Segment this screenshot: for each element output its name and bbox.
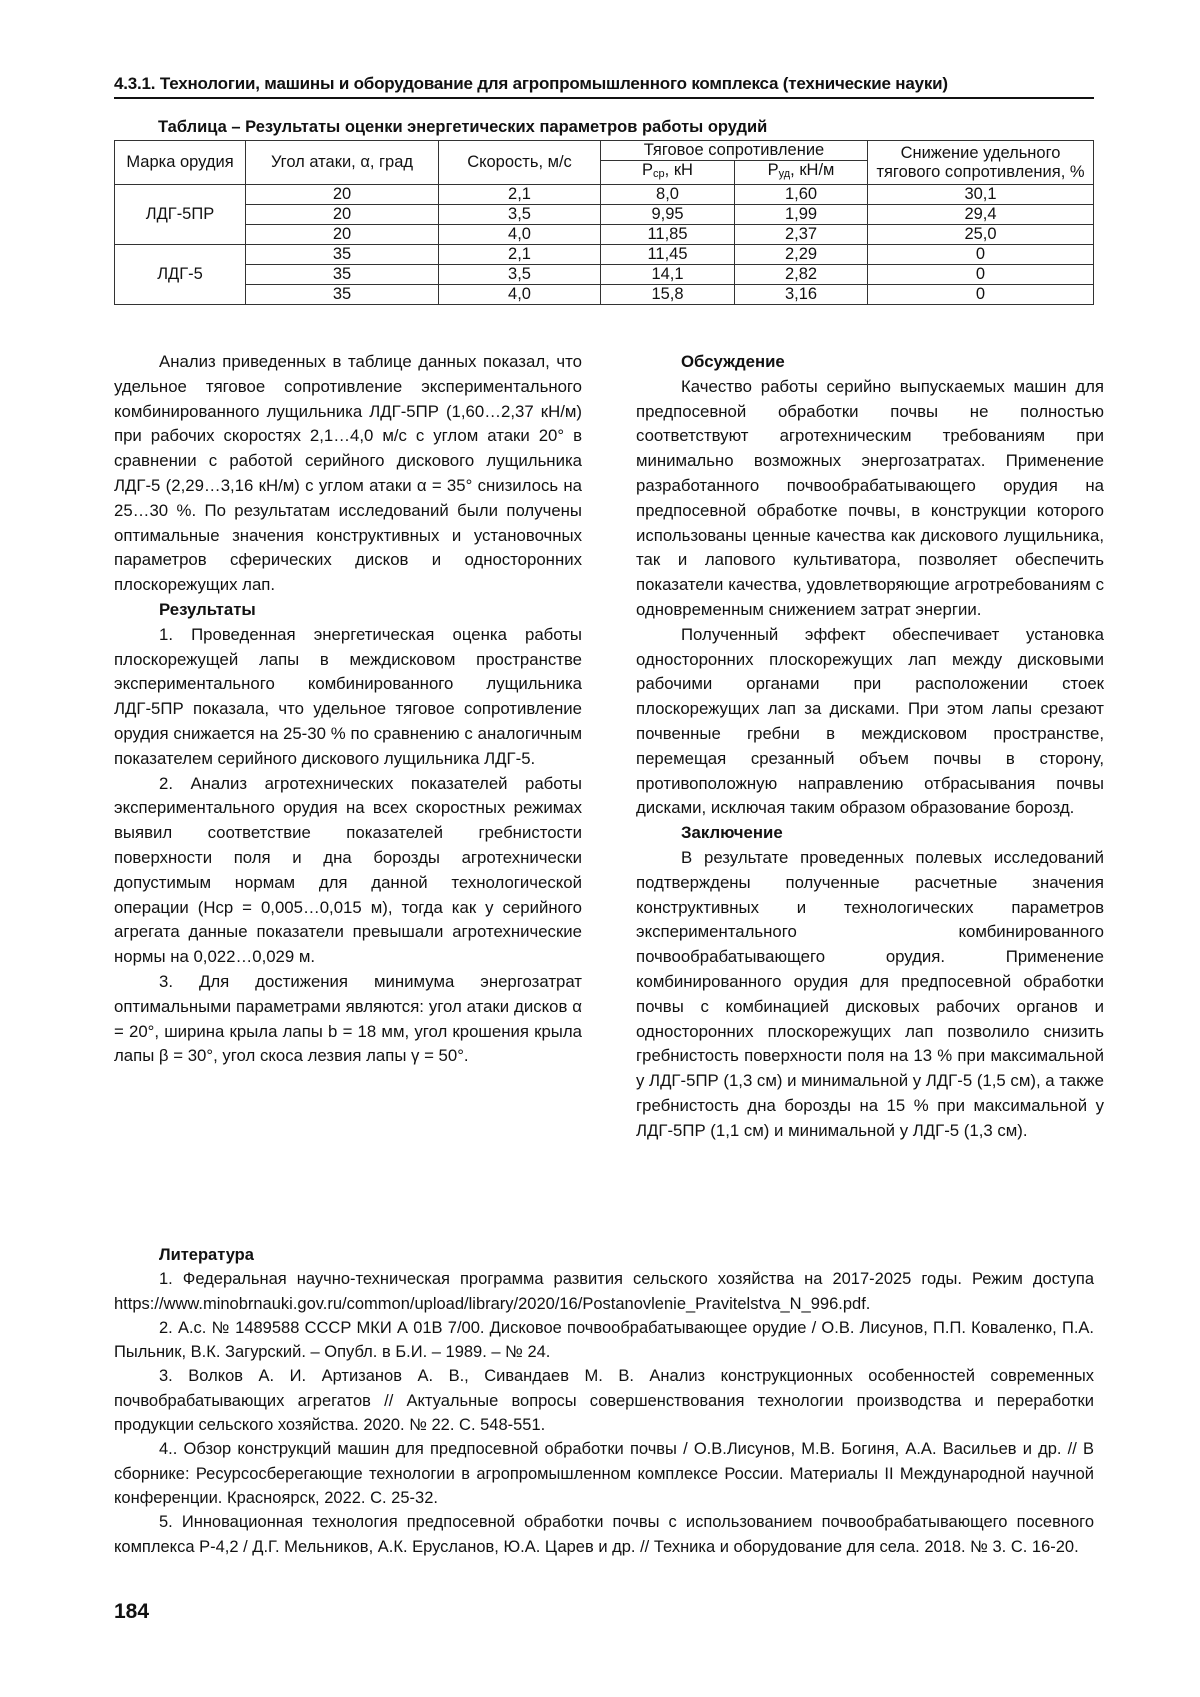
cell-p-sr: 9,95	[601, 205, 735, 225]
table-row	[115, 205, 1094, 225]
cell-speed: 3,5	[439, 265, 601, 285]
table-row	[115, 185, 1094, 205]
header-p-sr: $P_{ср}$, кН	[601, 161, 735, 185]
reference-item: 1. Федеральная научно-техническая программа развития сельского хозяйства на 2017-2025 годы. Режим доступа https://www.minobrnauki.gov.ru/common/upload/library/2020/16/Postanovlenie_Pravitelstva_N_996.pdf.	[114, 1270, 1094, 1313]
right-column	[636, 350, 1104, 1144]
header-brand: Марка орудия	[115, 141, 246, 185]
cell-p-ud: 1,99	[735, 205, 868, 225]
cell-p-ud: 2,29	[735, 245, 868, 265]
table-caption: Таблица – Результаты оценки энергетических параметров работы орудий	[158, 118, 768, 136]
references-heading: Литература	[159, 1246, 254, 1264]
cell-speed: 2,1	[439, 245, 601, 265]
header-traction-group: Тяговое сопротивление	[601, 141, 868, 161]
cell-speed: 3,5	[439, 205, 601, 225]
result-item: 2. Анализ агротехнических показателей работы экспериментального орудия на всех скоростных режимах выявил соответствие показателей гребнистости поверхности поля и дна борозды агротехнически допустимым нормам для данной технологической операции (Hср = 0,005…0,015 м), тогда как у серийного агрегата данные показатели превышали агротехнические нормы на 0,022…0,029 м.	[114, 773, 582, 967]
discussion-paragraph: Качество работы серийно выпускаемых машин для предпосевной обработки почвы не полностью соответствуют агротехническим требованиям при минимально возможных энергозатратах. Применение разработанного почвообрабатывающего орудия на предпосевной обработке почвы, в конструкции которого использованы ценные качества как дискового лущильника, так и лапового культиватора, позволяет обеспечить показатели качества, удовлетворяющие агротребованиям с одновременным снижением затрат энергии.	[636, 376, 1104, 619]
result-item: 3. Для достижения минимума энергозатрат оптимальными параметрами являются: угол атаки дисков α = 20°, ширина крыла лапы b = 18 мм, угол крошения крыла лапы β = 30°, угол скоса лезвия лапы γ = 50°.	[114, 971, 582, 1066]
cell-reduction: 0	[868, 285, 1094, 305]
page-number: 184	[114, 1600, 150, 1623]
cell-angle: 35	[246, 245, 439, 265]
conclusion-heading: Заключение	[681, 823, 783, 843]
cell-p-sr: 11,45	[601, 245, 735, 265]
cell-p-ud: 2,37	[735, 225, 868, 245]
cell-p-sr: 15,8	[601, 285, 735, 305]
table-row	[115, 265, 1094, 285]
results-heading: Результаты	[159, 599, 256, 619]
cell-reduction: 30,1	[868, 185, 1094, 205]
cell-p-ud: 1,60	[735, 185, 868, 205]
left-column	[114, 350, 582, 1069]
conclusion-paragraph: В результате проведенных полевых исследований подтверждены полученные расчетные значения конструктивных и технологических параметров экспериментального комбинированного почвообрабатывающего орудия. Применение комбинированного орудия для предпосевной обработки почвы с комбинацией дисковых рабочих органов и односторонних плоскорежущих лап позволило снизить гребнистость поверхности поля на 13 % при максимальной у ЛДГ-5ПР (1,3 см) и минимальной у ЛДГ-5 (1,5 см), а также гребнистость дна борозды на 15 % при максимальной у ЛДГ-5ПР (1,1 см) и минимальной у ЛДГ-5 (1,3 см).	[636, 847, 1104, 1140]
results-table	[114, 140, 1094, 305]
reference-item: 4.. Обзор конструкций машин для предпосевной обработки почвы / О.В.Лисунов, М.В. Богиня, А.А. Васильев и др. // В сборнике: Ресурсосберегающие технологии в агропромышленном комплексе России. Материалы II Международной научной конференции. Красноярск, 2022. С. 25-32.	[114, 1440, 1094, 1507]
header-p-ud: $P_{уд}$, кН/м	[735, 161, 868, 185]
cell-brand: ЛДГ-5ПР	[115, 185, 246, 245]
analysis-paragraph: Анализ приведенных в таблице данных показал, что удельное тяговое сопротивление экспериментального комбинированного лущильника ЛДГ-5ПР (1,60…2,37 кН/м) при рабочих скоростях 2,1…4,0 м/с с углом атаки 20° в сравнении с работой серийного дискового лущильника ЛДГ-5 (2,29…3,16 кН/м) с углом атаки α = 35° снизилось на 25…30 %. По результатам исследований были получены оптимальные значения конструктивных и установочных параметров сферических дисков и односторонних плоскорежущих лап.	[114, 352, 582, 595]
header-reduction: Снижение удельного тягового сопротивления, %	[868, 141, 1094, 185]
reference-item: 2. А.с. № 1489588 СССР МКИ А 01В 7/00. Дисковое почвообрабатывающее орудие / О.В. Лисунов, П.П. Коваленко, П.А. Пыльник, В.К. Загурский. – Опубл. в Б.И. – 1989. – № 24.	[114, 1318, 1094, 1362]
running-header: 4.3.1. Технологии, машины и оборудование для агропромышленного комплекса (технические науки)	[114, 74, 1094, 99]
cell-reduction: 29,4	[868, 205, 1094, 225]
reference-item: 3. Волков А. И. Артизанов А. В., Сивандаев М. В. Анализ конструкционных особенностей современных почвобрабатывающих агрегатов // Актуальные вопросы совершенствования технологии производства и переработки продукции сельского хозяйства. 2020. № 22. С. 548-551.	[114, 1367, 1094, 1435]
table-row	[115, 245, 1094, 265]
references	[114, 1243, 1094, 1559]
header-angle: Угол атаки, α, град	[246, 141, 439, 185]
cell-angle: 20	[246, 185, 439, 205]
cell-p-sr: 8,0	[601, 185, 735, 205]
cell-p-sr: 14,1	[601, 265, 735, 285]
cell-reduction: 0	[868, 265, 1094, 285]
cell-angle: 20	[246, 225, 439, 245]
table-row	[115, 225, 1094, 245]
cell-reduction: 0	[868, 245, 1094, 265]
discussion-paragraph: Полученный эффект обеспечивает установка односторонних плоскорежущих лап между дисковыми рабочими органами при расположении стоек плоскорежущих лап за дисками. При этом лапы срезают почвенные гребни в междисковом пространстве, перемещая срезанный объем почвы в сторону, противоположную направлению отбрасывания почвы дисками, исключая таким образом образование борозд.	[636, 624, 1104, 818]
cell-angle: 35	[246, 285, 439, 305]
cell-brand: ЛДГ-5	[115, 245, 246, 305]
cell-speed: 4,0	[439, 225, 601, 245]
cell-speed: 2,1	[439, 185, 601, 205]
cell-p-ud: 3,16	[735, 285, 868, 305]
result-item: 1. Проведенная энергетическая оценка работы плоскорежущей лапы в междисковом пространстве экспериментального комбинированного лущильника ЛДГ-5ПР показала, что удельное тяговое сопротивление орудия снижается на 25-30 % по сравнению с аналогичным показателем серийного дискового лущильника ЛДГ-5.	[114, 624, 582, 768]
cell-angle: 35	[246, 265, 439, 285]
cell-p-sr: 11,85	[601, 225, 735, 245]
cell-speed: 4,0	[439, 285, 601, 305]
cell-p-ud: 2,82	[735, 265, 868, 285]
cell-angle: 20	[246, 205, 439, 225]
header-speed: Скорость, м/с	[439, 141, 601, 185]
table-row	[115, 285, 1094, 305]
cell-reduction: 25,0	[868, 225, 1094, 245]
discussion-heading: Обсуждение	[681, 352, 785, 371]
reference-item: 5. Инновационная технология предпосевной обработки почвы с использованием почвообрабатывающего посевного комплекса Р-4,2 / Д.Г. Мельников, А.К. Ерусланов, Ю.А. Царев и др. // Техника и оборудование для села. 2018. № 3. С. 16-20.	[114, 1513, 1094, 1556]
